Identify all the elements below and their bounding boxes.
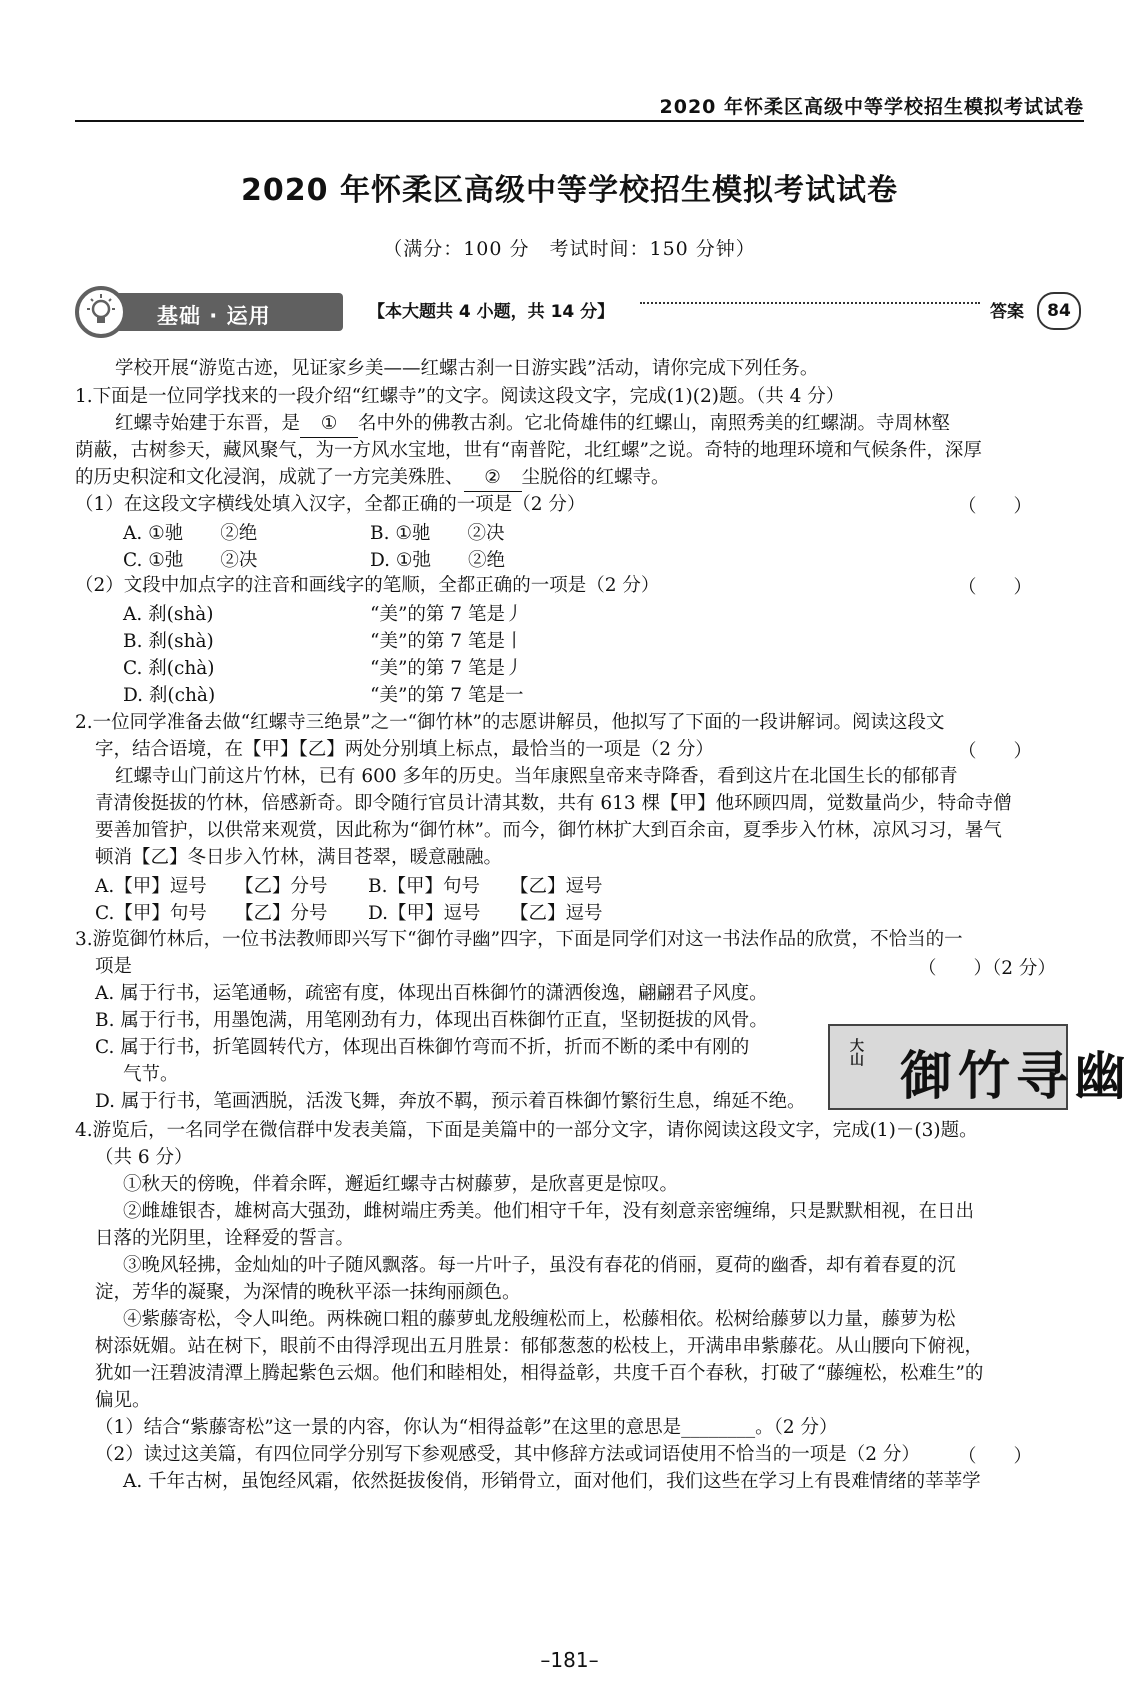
page-number: –181–: [540, 1648, 599, 1672]
option: C. 刹(chà): [123, 658, 215, 679]
q4-sub2: （2）读过这美篇，有四位同学分别写下参观感受，其中修辞方法或词语使用不恰当的一项是（2 分）: [95, 1444, 920, 1465]
q4-paragraph: 树添妩媚。站在树下，眼前不由得浮现出五月胜景：郁郁葱葱的松枝上，开满串串紫藤花。从山腰向下俯视，: [95, 1336, 984, 1357]
q4-paragraph: 犹如一汪碧波清潭上腾起紫色云烟。他们和睦相处，相得益彰，共度千百个春秋，打破了“藤缠松，松难生”的: [95, 1363, 984, 1384]
q2-passage-line: 青清俊挺拔的竹林，倍感新奇。即令随行官员计清其数，共有 613 棵【甲】他环顾四周，觉数量尚少，特命寺僧: [95, 793, 1012, 814]
lightbulb-icon: [75, 286, 127, 338]
section-banner: [75, 286, 347, 338]
q4-paragraph: ③晚风轻拂，金灿灿的叶子随风飘落。每一片叶子，虽没有春花的俏丽，夏荷的幽香，却有着春夏的沉: [123, 1255, 956, 1276]
answer-paren: （ ）: [958, 496, 1033, 517]
header-rule: [75, 120, 1084, 122]
q1-blank-2: ②: [464, 465, 522, 492]
answer-paren: （ ）（2 分）: [918, 958, 1056, 979]
q4-paragraph: ④紫藤寄松，令人叫绝。两株碗口粗的藤萝虬龙般缠松而上，松藤相依。松树给藤萝以力量，藤萝为松: [123, 1309, 956, 1330]
option: “美”的第 7 笔是一: [370, 685, 524, 706]
answer-label: 答案: [990, 302, 1024, 322]
q4-paragraph: 淀，芳华的凝聚，为深情的晚秋平添一抹绚丽颜色。: [95, 1282, 521, 1303]
dotted-leader: [640, 302, 980, 304]
option: “美”的第 7 笔是丨: [370, 631, 524, 652]
answer-paren: （ ）: [958, 577, 1033, 598]
q1-sub1: （1）在这段文字横线处填入汉字，全都正确的一项是（2 分）: [75, 494, 586, 515]
option: C.【甲】句号: [95, 903, 207, 924]
q1-passage-line: 的历史积淀和文化浸润，成就了一方完美殊胜、 ② 尘脱俗的红螺寺。: [75, 465, 670, 492]
section-label: 基础 · 运用: [157, 304, 271, 328]
q3-stem: 项是: [95, 956, 133, 977]
q4-sub1: （1）结合“紫藤寄松”这一景的内容，你认为“相得益彰”在这里的意思是________。（2 分）: [95, 1417, 838, 1438]
option: A. 刹(shà): [123, 604, 214, 625]
q4-stem: 4.游览后，一名同学在微信群中发表美篇，下面是美篇中的一部分文字，请你阅读这段文字，完成(1)－(3)题。: [75, 1120, 978, 1141]
option: A.【甲】逗号: [95, 876, 207, 897]
running-header: 2020 年怀柔区高级中等学校招生模拟考试试卷: [659, 96, 1084, 118]
seal-mark: 大山: [848, 1038, 864, 1066]
option: 【乙】逗号: [510, 903, 603, 924]
option: C. ①弛 ②决: [123, 550, 258, 571]
answer-number-badge: 84: [1037, 292, 1081, 330]
intro-text: 学校开展“游览古迹，见证家乡美——红螺古刹一日游实践”活动，请你完成下列任务。: [115, 358, 819, 379]
q1-blank-1: ①: [300, 411, 358, 438]
q1-stem: 1.下面是一位同学找来的一段介绍“红螺寺”的文字。阅读这段文字，完成(1)(2)题。（共 4 分）: [75, 386, 845, 407]
option: D. 属于行书，笔画洒脱，活泼飞舞，奔放不羁，预示着百株御竹繁衍生息，绵延不绝。: [95, 1091, 806, 1112]
option: B. 刹(shà): [123, 631, 214, 652]
option: D. ①弛 ②绝: [370, 550, 506, 571]
q2-passage-line: 顿消【乙】冬日步入竹林，满目苍翠，暖意融融。: [95, 847, 503, 868]
option: 气节。: [123, 1064, 179, 1085]
q4-paragraph: ②雌雄银杏，雄树高大强劲，雌树端庄秀美。他们相守千年，没有刻意亲密缠绵，只是默默相视，在日出: [123, 1201, 975, 1222]
option: “美”的第 7 笔是丿: [370, 658, 524, 679]
q2-passage-line: 要善加管护，以供常来观赏，因此称为“御竹林”。而今，御竹林扩大到百余亩，夏季步入竹林，凉风习习，暑气: [95, 820, 1002, 841]
option: A. ①驰 ②绝: [123, 523, 258, 544]
option: B. ①驰 ②决: [370, 523, 505, 544]
option: A. 属于行书，运笔通畅，疏密有度，体现出百株御竹的潇洒俊逸，翩翩君子风度。: [95, 983, 768, 1004]
option: B. 属于行书，用墨饱满，用笔刚劲有力，体现出百株御竹正直，坚韧挺拔的风骨。: [95, 1010, 768, 1031]
q2-stem: 字，结合语境，在【甲】【乙】两处分别填上标点，最恰当的一项是（2 分）: [95, 739, 714, 760]
q4-paragraph: 日落的光阴里，诠释爱的誓言。: [95, 1228, 355, 1249]
q4-paragraph: 偏见。: [95, 1390, 151, 1411]
calligraphy-text: 御竹寻幽: [900, 1046, 1133, 1107]
option: D. 刹(chà): [123, 685, 216, 706]
answer-paren: （ ）: [958, 1446, 1033, 1467]
option: 【乙】逗号: [510, 876, 603, 897]
page-title: 2020 年怀柔区高级中等学校招生模拟考试试卷: [241, 173, 898, 208]
q4-stem: （共 6 分）: [95, 1147, 193, 1168]
option: 【乙】分号: [235, 876, 328, 897]
q1-passage-line: 荫蔽，古树参天，藏风聚气，为一方风水宝地，世有“南普陀，北红螺”之说。奇特的地理环境和气候条件，深厚: [75, 440, 982, 461]
option: A. 千年古树，虽饱经风霜，依然挺拔俊俏，形销骨立，面对他们，我们这些在学习上有畏难情绪的莘莘学: [123, 1471, 981, 1492]
answer-paren: （ ）: [958, 741, 1033, 762]
option: D.【甲】逗号: [368, 903, 481, 924]
option: B.【甲】句号: [368, 876, 480, 897]
calligraphy-image: [828, 1024, 1133, 1110]
option: 【乙】分号: [235, 903, 328, 924]
q1-sub2: （2）文段中加点字的注音和画线字的笔顺，全都正确的一项是（2 分）: [75, 575, 660, 596]
q4-paragraph: ①秋天的傍晚，伴着余晖，邂逅红螺寺古树藤萝，是欣喜更是惊叹。: [123, 1174, 679, 1195]
q2-stem: 2.一位同学准备去做“红螺寺三绝景”之一“御竹林”的志愿讲解员，他拟写了下面的一段讲解词。阅读这段文: [75, 712, 945, 733]
option: “美”的第 7 笔是丿: [370, 604, 524, 625]
page-subtitle: （满分：100 分 考试时间：150 分钟）: [383, 238, 756, 260]
q2-passage-line: 红螺寺山门前这片竹林，已有 600 多年的历史。当年康熙皇帝来寺降香，看到这片在北国生长的郁郁青: [115, 766, 958, 787]
section-info: 【本大题共 4 小题，共 14 分】: [368, 302, 615, 322]
q1-passage-line: 红螺寺始建于东晋，是 ① 名中外的佛教古刹。它北倚雄伟的红螺山，南照秀美的红螺湖。寺周林壑: [115, 411, 950, 438]
option: C. 属于行书，折笔圆转代方，体现出百株御竹弯而不折，折而不断的柔中有刚的: [95, 1037, 750, 1058]
q3-stem: 3.游览御竹林后，一位书法教师即兴写下“御竹寻幽”四字，下面是同学们对这一书法作品的欣赏，不恰当的一: [75, 929, 963, 950]
